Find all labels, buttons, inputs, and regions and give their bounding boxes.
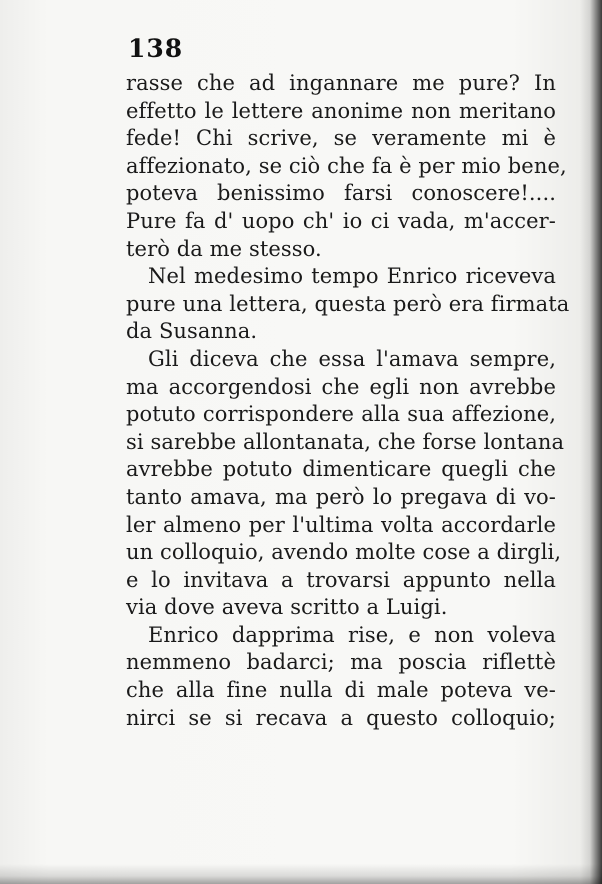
- text-line: pure una lettera, questa però era firmata: [126, 291, 570, 316]
- text-line: rasse che ad ingannare me pure? In: [126, 71, 556, 95]
- text-line: da Susanna.: [126, 319, 258, 344]
- text-line: poteva benissimo farsi conoscere!....: [126, 181, 556, 206]
- text-line: nirci se si recava a questo colloquio;: [126, 705, 556, 730]
- body-text: [126, 70, 570, 732]
- text-line: che alla fine nulla di male poteva ve-: [126, 678, 556, 703]
- text-line: ma accorgendosi che egli non avrebbe: [126, 374, 556, 399]
- text-line: nemmeno badarci; ma poscia riflettè: [126, 650, 556, 675]
- text-line: effetto le lettere anonime non meritano: [126, 98, 556, 123]
- page-number: 138: [128, 34, 184, 63]
- page-bottom-shadow: [0, 864, 602, 884]
- text-line: ler almeno per l'ultima volta accordarle: [126, 512, 556, 537]
- text-line: Nel medesimo tempo Enrico riceveva: [148, 264, 556, 289]
- text-line: via dove aveva scritto a Luigi.: [126, 595, 448, 620]
- text-line: potuto corrispondere alla sua affezione,: [126, 402, 556, 427]
- text-line: si sarebbe allontanata, che forse lontana: [126, 429, 565, 454]
- text-line: Gli diceva che essa l'amava sempre,: [148, 346, 556, 371]
- text-line: tanto amava, ma però lo pregava di vo-: [126, 484, 556, 509]
- text-line: terò da me stesso.: [126, 236, 322, 261]
- text-line: Pure fa d' uopo ch' io ci vada, m'accer-: [126, 208, 556, 233]
- text-line: fede! Chi scrive, se veramente mi è: [126, 126, 556, 151]
- text-line: affezionato, se ciò che fa è per mio bene,: [126, 153, 567, 178]
- text-line: un colloquio, avendo molte cose a dirgli,: [126, 540, 562, 565]
- text-line: Enrico dapprima rise, e non voleva: [148, 622, 556, 647]
- page-binding-shadow: [580, 0, 602, 884]
- text-line: avrebbe potuto dimenticare quegli che: [126, 457, 556, 482]
- text-line: e lo invitava a trovarsi appunto nella: [126, 567, 556, 592]
